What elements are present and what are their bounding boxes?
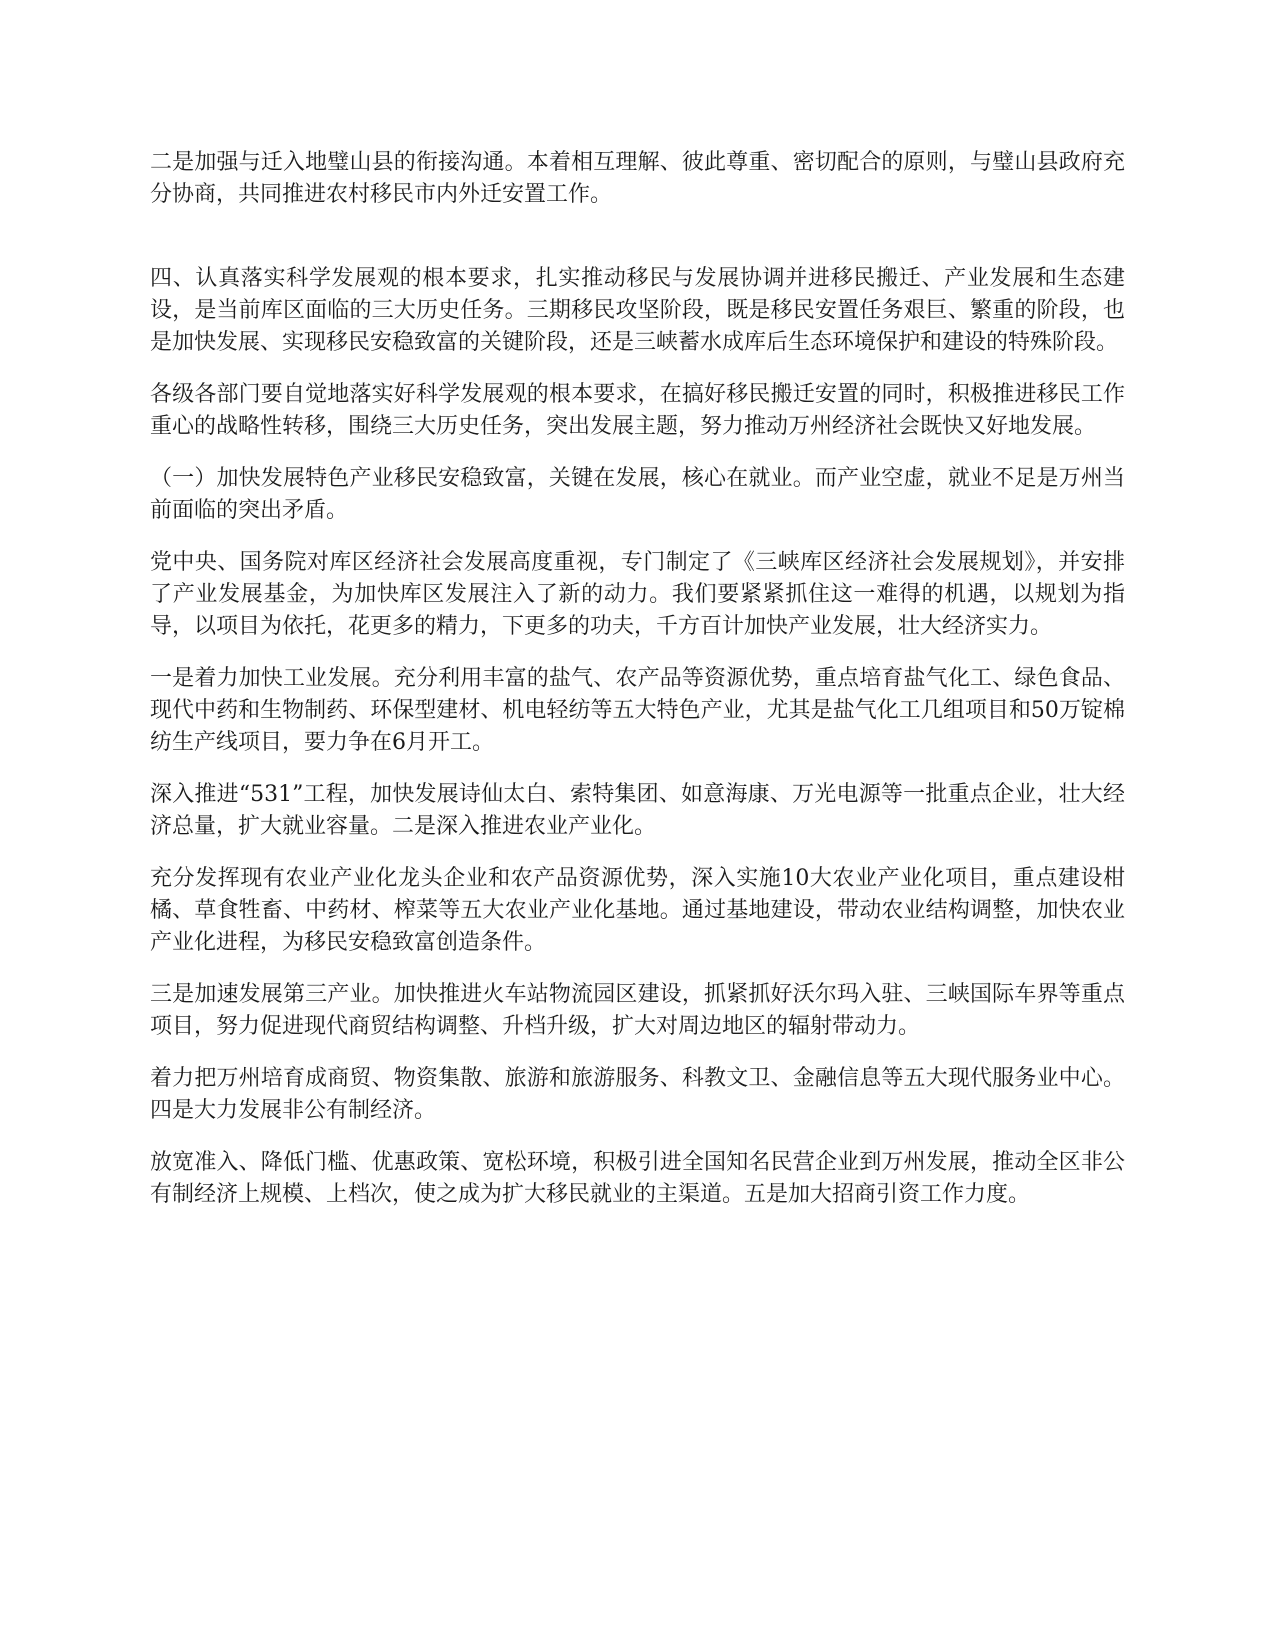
paragraph-service-centers: 着力把万州培育成商贸、物资集散、旅游和旅游服务、科教文卫、金融信息等五大现代服务业中心。四是大力发展非公有制经济。: [150, 1066, 1125, 1123]
paragraph-tertiary-industry: 三是加速发展第三产业。加快推进火车站物流园区建设，抓紧抓好沃尔玛入驻、三峡国际车界等重点项目，努力促进现代商贸结构调整、升档升级，扩大对周边地区的辐射带动力。: [150, 982, 1125, 1039]
paragraph-bishan-coordination: 二是加强与迁入地璧山县的衔接沟通。本着相互理解、彼此尊重、密切配合的原则，与璧山县政府充分协商，共同推进农村移民市内外迁安置工作。: [150, 150, 1125, 207]
paragraph-private-economy: 放宽准入、降低门槛、优惠政策、宽松环境，积极引进全国知名民营企业到万州发展，推动全区非公有制经济上规模、上档次，使之成为扩大移民就业的主渠道。五是加大招商引资工作力度。: [150, 1150, 1125, 1207]
paragraph-central-government: 党中央、国务院对库区经济社会发展高度重视，专门制定了《三峡库区经济社会发展规划》，并安排了产业发展基金，为加快库区发展注入了新的动力。我们要紧紧抓住这一难得的机遇，以规划为指导，以项目为依托，花更多的精力，下更多的功夫，千方百计加快产业发展，壮大经济实力。: [150, 550, 1125, 639]
paragraph-departments: 各级各部门要自觉地落实好科学发展观的根本要求，在搞好移民搬迁安置的同时，积极推进移民工作重心的战略性转移，围绕三大历史任务，突出发展主题，努力推动万州经济社会既快又好地发展。: [150, 382, 1125, 439]
paragraph-industry-development: 一是着力加快工业发展。充分利用丰富的盐气、农产品等资源优势，重点培育盐气化工、绿色食品、现代中药和生物制药、环保型建材、机电轻纺等五大特色产业，尤其是盐气化工几组项目和50万锭棉纺生产线项目，要力争在6月开工。: [150, 666, 1125, 755]
paragraph-agriculture: 充分发挥现有农业产业化龙头企业和农产品资源优势，深入实施10大农业产业化项目，重点建设柑橘、草食牲畜、中药材、榨菜等五大农业产业化基地。通过基地建设，带动农业结构调整，加快农业产业化进程，为移民安稳致富创造条件。: [150, 866, 1125, 955]
paragraph-531-project: 深入推进“531”工程，加快发展诗仙太白、索特集团、如意海康、万光电源等一批重点企业，壮大经济总量，扩大就业容量。二是深入推进农业产业化。: [150, 782, 1125, 839]
paragraph-characteristic-industry: （一）加快发展特色产业移民安稳致富，关键在发展，核心在就业。而产业空虚，就业不足是万州当前面临的突出矛盾。: [150, 466, 1125, 523]
paragraph-section-four: 四、认真落实科学发展观的根本要求，扎实推动移民与发展协调并进移民搬迁、产业发展和生态建设，是当前库区面临的三大历史任务。三期移民攻坚阶段，既是移民安置任务艰巨、繁重的阶段，也是加快发展、实现移民安稳致富的关键阶段，还是三峡蓄水成库后生态环境保护和建设的特殊阶段。: [150, 266, 1125, 355]
document-body: [150, 147, 1125, 1231]
